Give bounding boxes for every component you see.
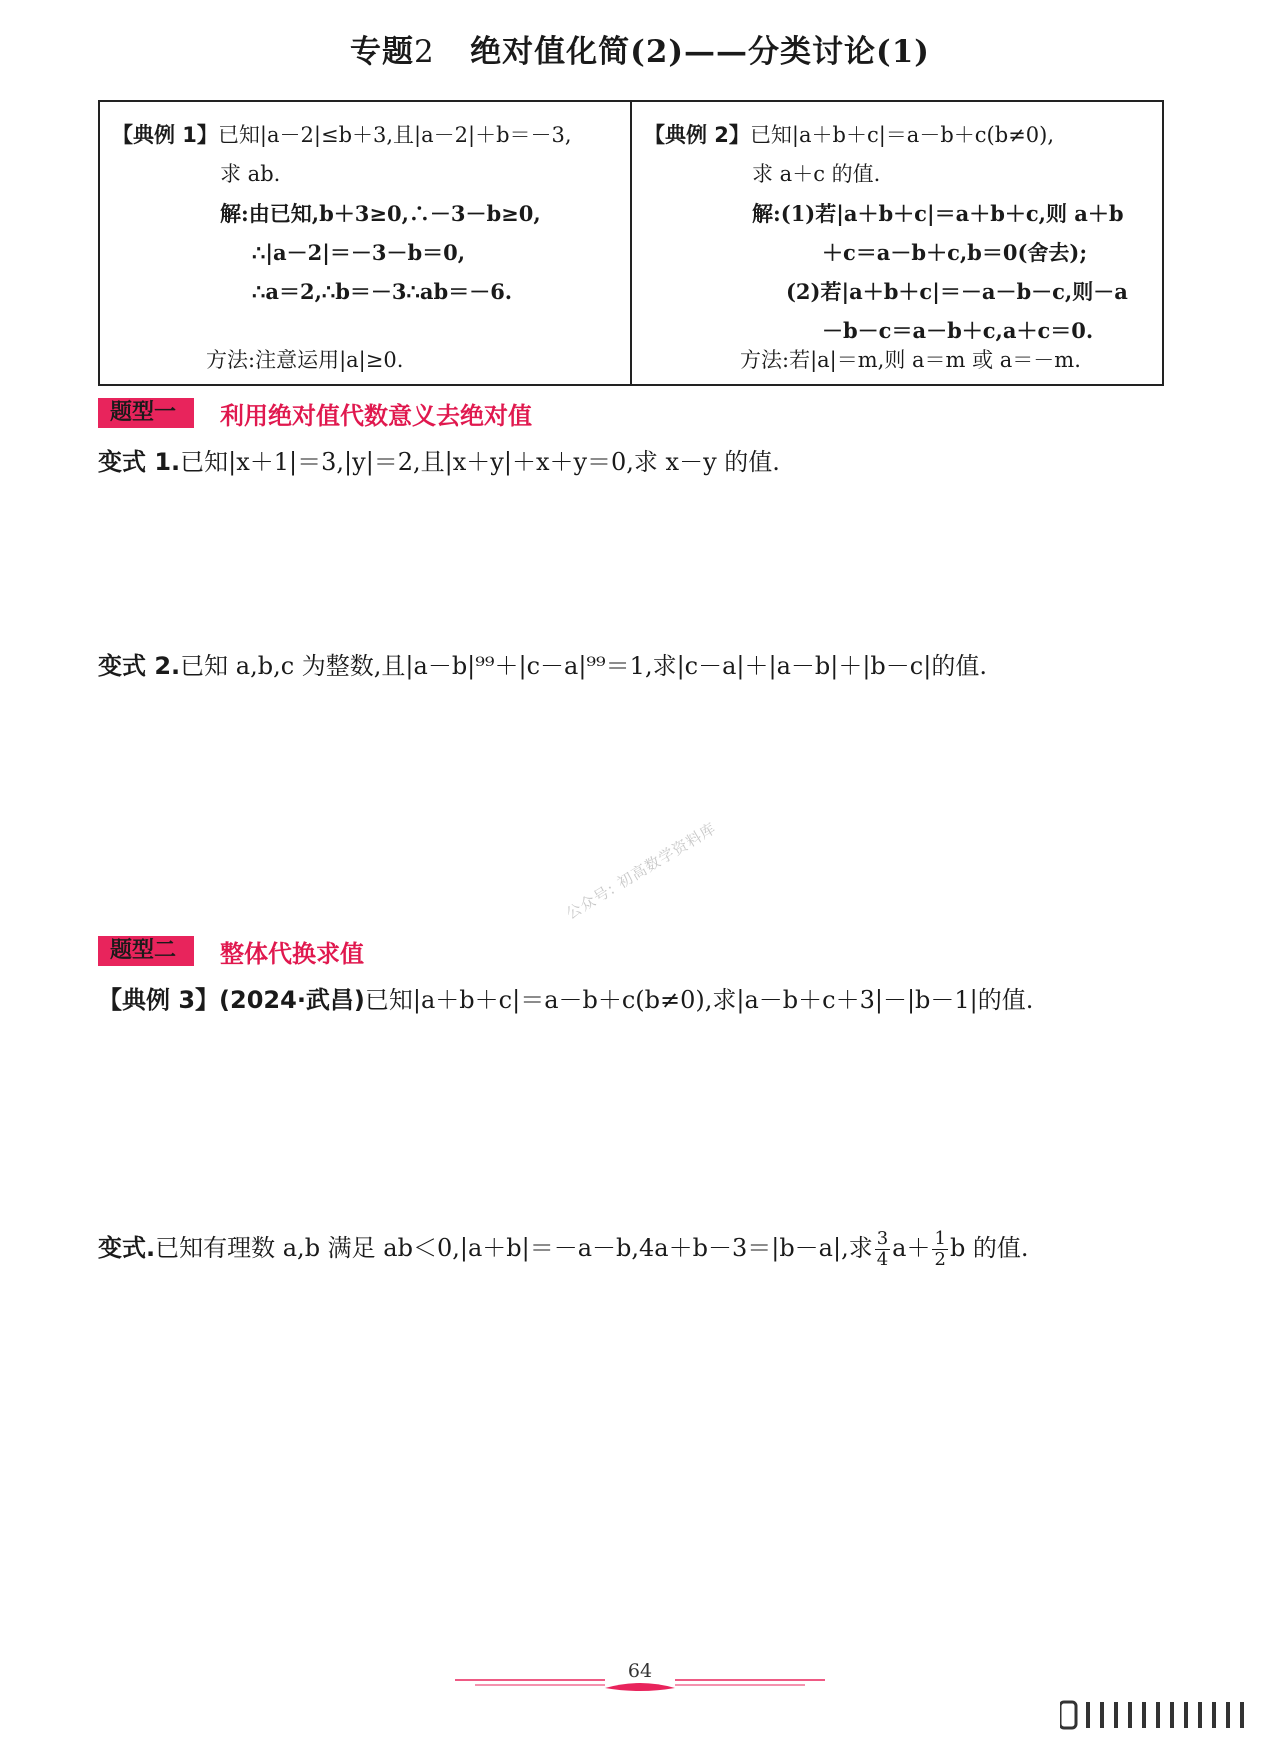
example-2-line-4: ＋c＝a－b＋c,b＝0(舍去); — [822, 240, 1088, 265]
example-1-line-2: 求 ab. — [220, 162, 281, 186]
fraction-one-half — [932, 1229, 947, 1270]
example-1 — [100, 102, 630, 384]
variant-1 — [98, 442, 780, 477]
barcode-icon — [1060, 1698, 1260, 1732]
example-2 — [630, 102, 1162, 384]
fraction-1-denominator: 4 — [876, 1249, 889, 1270]
fraction-2-denominator: 2 — [934, 1249, 946, 1270]
example-1-tag: 【典例 1】 — [112, 123, 218, 147]
fraction-2-numerator: 1 — [934, 1228, 946, 1249]
fraction-1-numerator: 3 — [876, 1228, 889, 1249]
example-2-method: 方法:若|a|＝m,则 a＝m 或 a＝－m. — [740, 348, 1081, 372]
section-2-header — [98, 936, 364, 966]
section-2-title: 整体代换求值 — [220, 939, 364, 968]
variant-2-text: 已知 a,b,c 为整数,且|a－b|⁹⁹＋|c－a|⁹⁹＝1,求|c－a|＋|a－b|＋|b－c|的值. — [180, 652, 987, 680]
example-2-line-1: 已知|a＋b＋c|＝a－b＋c(b≠0), — [749, 123, 1054, 147]
example-1-line-1: 已知|a－2|≤b＋3,且|a－2|＋b＝－3, — [217, 123, 572, 147]
example-1-line-3: 解:由已知,b＋3≥0,∴－3－b≥0, — [220, 201, 541, 226]
variant-2-lead: 变式 2. — [98, 652, 181, 680]
examples-box — [98, 100, 1164, 386]
example-2-tag: 【典例 2】 — [644, 123, 750, 147]
title-number: 2 — [414, 34, 435, 70]
example-2-line-2: 求 a＋c 的值. — [752, 162, 881, 186]
example-1-line-5: ∴a＝2,∴b＝－3∴ab＝－6. — [252, 279, 513, 304]
page-number: 64 — [627, 1660, 653, 1682]
variant-3-lead: 变式. — [98, 1234, 156, 1262]
footer-ornament — [455, 1672, 825, 1696]
variant-3 — [98, 1228, 1029, 1270]
example-1-line-4: ∴|a－2|＝－3－b＝0, — [252, 240, 466, 265]
section-1-badge: 题型一 — [98, 398, 194, 428]
variant-3-text-after: b 的值. — [949, 1234, 1029, 1262]
title-main: 绝对值化简(2)——分类讨论(1) — [470, 34, 930, 70]
page-title — [0, 26, 1280, 71]
example-1-method: 方法:注意运用|a|≥0. — [206, 348, 404, 372]
variant-3-text-before: 已知有理数 a,b 满足 ab＜0,|a＋b|＝－a－b,4a＋b－3＝|b－a|,求 — [155, 1234, 873, 1262]
example-2-line-5: (2)若|a＋b＋c|＝－a－b－c,则－a — [786, 279, 1128, 304]
title-prefix: 专题 — [350, 34, 415, 70]
example-3-lead: 【典例 3】(2024·武昌) — [98, 986, 365, 1014]
example-3 — [98, 980, 1033, 1015]
variant-1-lead: 变式 1. — [98, 448, 181, 476]
section-1-header — [98, 398, 532, 428]
variant-2 — [98, 646, 987, 681]
example-2-line-3: 解:(1)若|a＋b＋c|＝a＋b＋c,则 a＋b — [752, 201, 1124, 226]
example-3-text: 已知|a＋b＋c|＝a－b＋c(b≠0),求|a－b＋c＋3|－|b－1|的值. — [364, 986, 1034, 1014]
variant-3-mid: a＋ — [892, 1234, 931, 1262]
watermark: 公众号: 初高数学资料库 — [562, 818, 720, 923]
fraction-three-quarters — [875, 1229, 890, 1270]
variant-1-text: 已知|x＋1|＝3,|y|＝2,且|x＋y|＋x＋y＝0,求 x－y 的值. — [180, 448, 780, 476]
section-2-badge: 题型二 — [98, 936, 194, 966]
section-1-title: 利用绝对值代数意义去绝对值 — [220, 401, 532, 430]
example-2-line-6: －b－c＝a－b＋c,a＋c＝0. — [822, 318, 1094, 343]
book-icon — [605, 1683, 675, 1691]
